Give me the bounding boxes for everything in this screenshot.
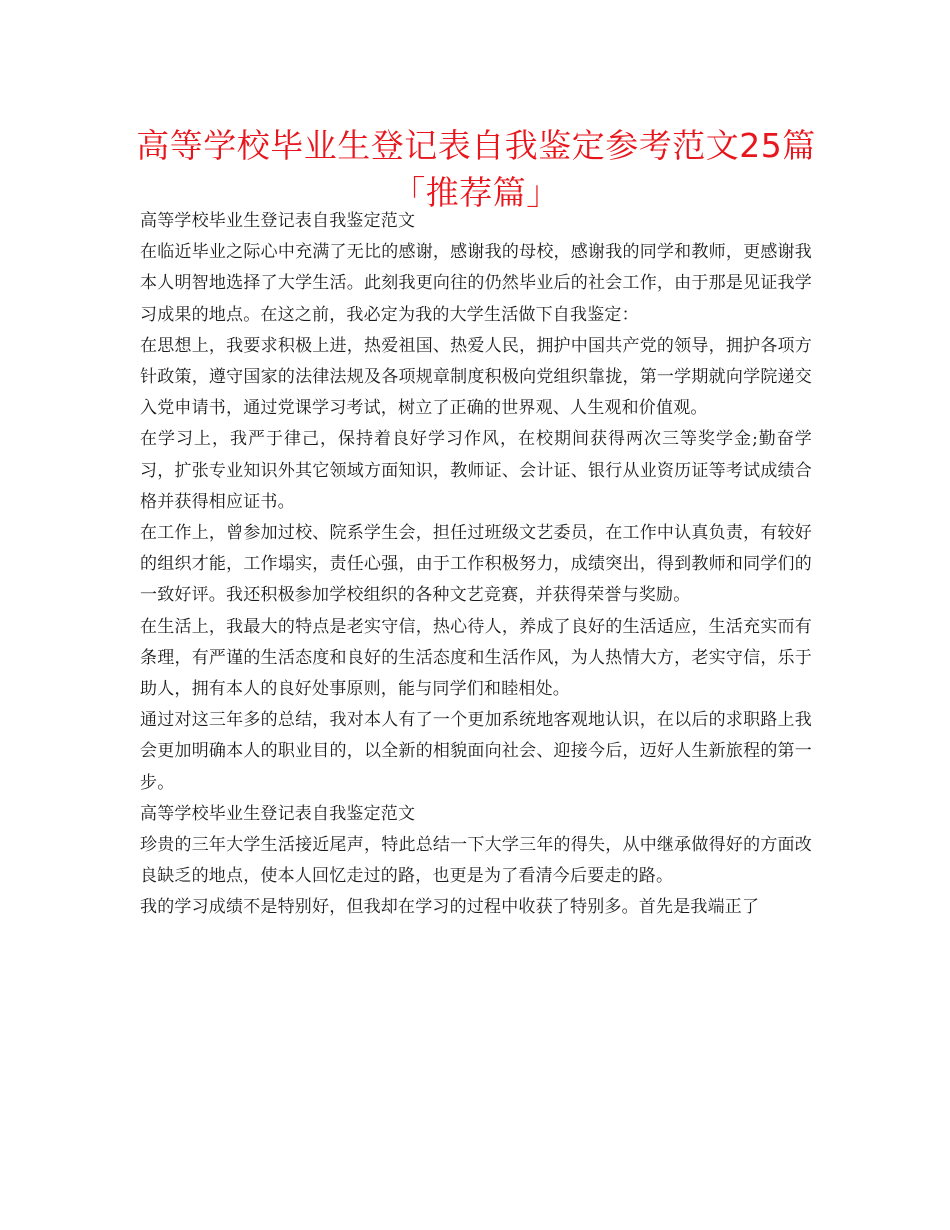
body-paragraph: 在工作上，曾参加过校、院系学生会，担任过班级文艺委员，在工作中认真负责，有较好的组织才能，工作塌实，责任心强，由于工作积极努力，成绩突出，得到教师和同学们的一致好评。我还积极参加学校组织的各种文艺竞赛，并获得荣誉与奖励。: [140, 523, 812, 606]
section-heading: 高等学校毕业生登记表自我鉴定范文: [140, 211, 416, 231]
body-paragraph: 珍贵的三年大学生活接近尾声，特此总结一下大学三年的得失，从中继承做得好的方面改良缺乏的地点，使本人回忆走过的路，也更是为了看清今后要走的路。: [140, 835, 812, 887]
body-paragraph: 通过对这三年多的总结，我对本人有了一个更加系统地客观地认识，在以后的求职路上我会更加明确本人的职业目的，以全新的相貌面向社会、迎接今后，迈好人生新旅程的第一步。: [140, 710, 812, 793]
body-paragraph: 在临近毕业之际心中充满了无比的感谢，感谢我的母校，感谢我的同学和教师，更感谢我本人明智地选择了大学生活。此刻我更向往的仍然毕业后的社会工作，由于那是见证我学习成果的地点。在这之前，我必定为我的大学生活做下自我鉴定：: [140, 242, 812, 325]
body-paragraph: 在生活上，我最大的特点是老实守信，热心待人，养成了良好的生活适应，生活充实而有条理，有严谨的生活态度和良好的生活态度和生活作风，为人热情大方，老实守信，乐于助人，拥有本人的良好处事原则，能与同学们和睦相处。: [140, 616, 812, 700]
section-heading: 高等学校毕业生登记表自我鉴定范文: [140, 803, 416, 824]
document-title: 高等学校毕业生登记表自我鉴定参考范文25篇「推荐篇」: [136, 126, 816, 212]
body-paragraph: 在思想上，我要求积极上进，热爱祖国、热爱人民，拥护中国共产党的领导，拥护各项方针政策，遵守国家的法律法规及各项规章制度积极向党组织靠拢，第一学期就向学院递交入党申请书，通过党课学习考试，树立了正确的世界观、人生观和价值观。: [140, 335, 812, 419]
document-body: [140, 206, 812, 924]
body-paragraph: 我的学习成绩不是特别好，但我却在学习的过程中收获了特别多。首先是我端正了: [140, 897, 760, 918]
body-paragraph: 在学习上，我严于律己，保持着良好学习作风，在校期间获得两次三等奖学金;勤奋学习，扩张专业知识外其它领域方面知识，教师证、会计证、银行从业资历证等考试成绩合格并获得相应证书。: [140, 429, 812, 512]
